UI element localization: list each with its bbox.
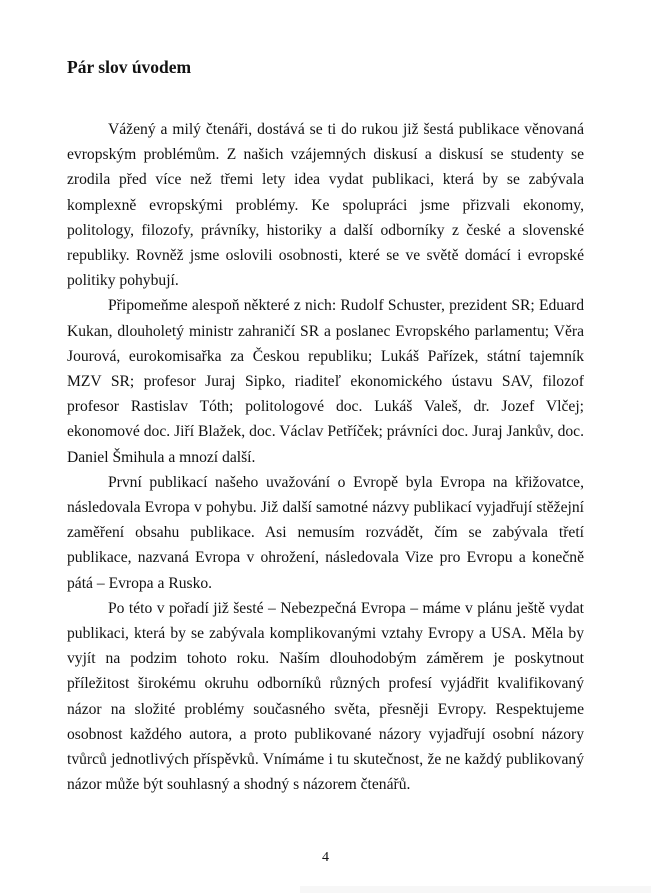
paragraph-intro: Vážený a milý čtenáři, dostává se ti do rukou již šestá publikace věnovaná evropským problémům. Z našich vzájemných diskusí a diskusí se studenty se zrodila před více než třemi lety idea vydat publikaci, která by se zabývala komplexně evropskými problémy. Ke spolupráci jsme přizvali ekonomy, politology, filozofy, právníky, historiky a další odborníky z české a slovenské republiky. Rovněž jsme oslovili osobnosti, které se ve světě domácí i evropské politiky pohybují.: [67, 121, 584, 290]
paragraph-publications: První publikací našeho uvažování o Evropě byla Evropa na křižovatce, následovala Evropa v pohybu. Již další samotné názvy publikací vyjadřují stěžejní zaměření obsahu publikace. Asi nemusím rozvádět, čím se zabývala třetí publikace, nazvaná Evropa v ohrožení, následovala Vize pro Evropu a konečně pátá – Evropa a Rusko.: [67, 473, 584, 592]
document-page: [67, 55, 584, 797]
paragraph-contributors: Připomeňme alespoň některé z nich: Rudolf Schuster, prezident SR; Eduard Kukan, dlouholetý ministr zahraničí SR a poslanec Evropského parlamentu; Věra Jourová, eurokomisařka za Českou republiku; Lukáš Pařízek, státní tajemník MZV SR; profesor Juraj Sipko, riaditeľ ekonomického ústavu SAV, filozof profesor Rastislav Tóth; politologové doc. Lukáš Valeš, dr. Jozef Vlčej; ekonomové doc. Jiří Blažek, doc. Václav Petříček; právníci doc. Juraj Jankův, doc. Daniel Šmihula a mnozí další.: [67, 297, 584, 466]
page-number: 4: [322, 850, 329, 865]
section-heading: Pár slov úvodem: [67, 57, 192, 77]
body-text: [67, 117, 584, 797]
paragraph-plans: Po této v pořadí již šesté – Nebezpečná Evropa – máme v plánu ještě vydat publikaci, která by se zabývala komplikovanými vztahy Evropy a USA. Měla by vyjít na podzim tohoto roku. Naším dlouhodobým záměrem je poskytnout příležitost širokému okruhu odborníků různých profesí vyjádřit kvalifikovaný názor na složité problémy současného světa, přesněji Evropy. Respektujeme osobnost každého autora, a proto publikované názory vyjadřují osobní názory tvůrců jednotlivých příspěvků. Vnímáme i tu skutečnost, že ne každý publikovaný názor může být souhlasný a shodný s názorem čtenářů.: [67, 599, 584, 794]
page-edge-shadow: [300, 886, 651, 893]
